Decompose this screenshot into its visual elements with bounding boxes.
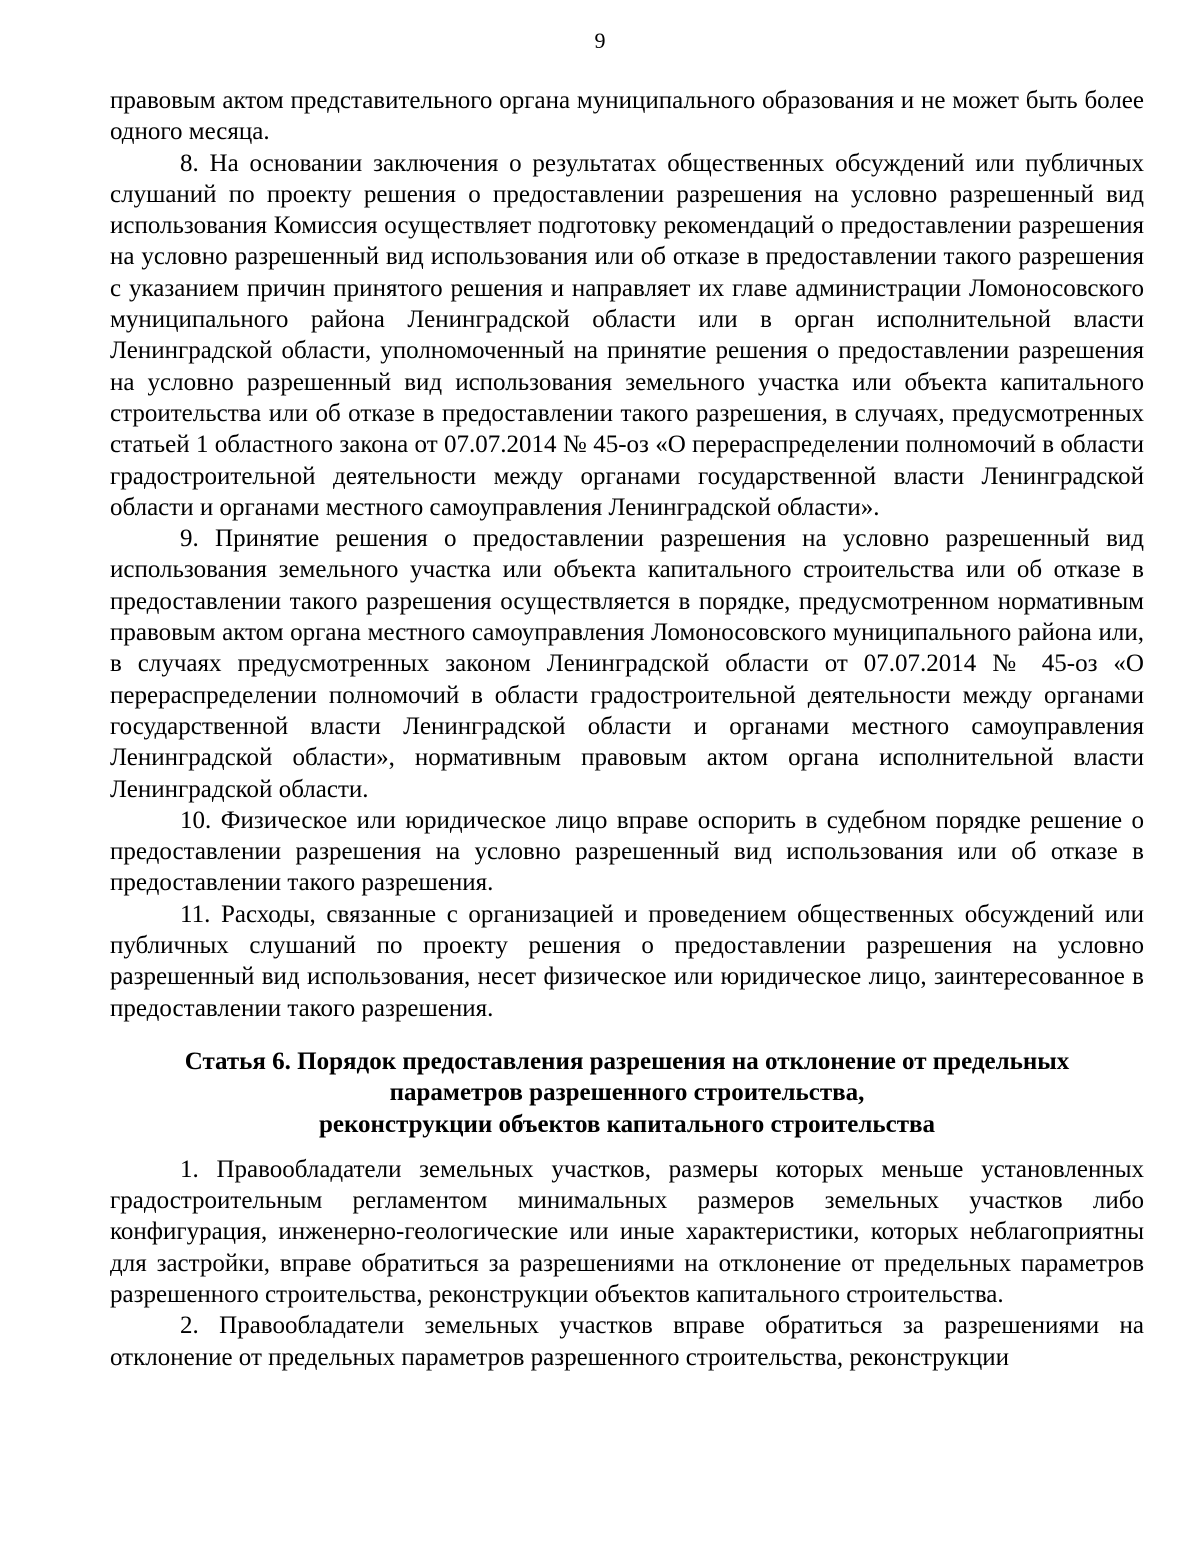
paragraph-text: Правообладатели земельных участков вправе обратиться за разрешениями на отклонение от предельных параметров разрешенного строительства, реконструкции	[110, 1312, 1145, 1371]
paragraph-text: Расходы, связанные с организацией и проведением общественных обсуждений или публичных слушаний по проекту решения о предоставлении разрешения на условно разрешенный вид использования, несет физическое или юридическое лицо, заинтересованное в предоставлении такого разрешения.	[110, 900, 1144, 1022]
paragraph-text: На основании заключения о результатах общественных обсуждений или публичных слушаний по проекту решения о предоставлении разрешения на условно разрешенный вид использования Комиссия осуществляет подготовку рекомендаций о предоставлении разрешения на условно разрешенный вид использования или об отказе в предоставлении такого разрешения с указанием причин принятого решения и направляет их главе администрации Ломоносовского муниципального района Ленинградской области или в орган исполнительной власти Ленинградской области, уполномоченный на принятие решения о предоставлении разрешения на условно разрешенный вид использования земельного участка или объекта капитального строительства или об отказе в предоставлении такого разрешения, в случаях, предусмотренных статьей 1 областного закона от 07.07.2014 № 45-оз «О перераспределении полномочий в области градостроительной деятельности между органами государственной власти Ленинградской области и органами местного самоуправления Ленинградской области».	[110, 149, 1145, 521]
article-paragraph-1	[110, 1154, 1144, 1310]
paragraph-text: Физическое или юридическое лицо вправе оспорить в судебном порядке решение о предоставлении разрешения на условно разрешенный вид использования или об отказе в предоставлении такого разрешения.	[110, 806, 1144, 897]
document-body	[110, 85, 1144, 1373]
article-heading-line: Статья 6. Порядок предоставления разрешения на отклонение от предельных	[184, 1047, 1070, 1075]
paragraph-11	[110, 899, 1144, 1024]
paragraph-10	[110, 805, 1144, 899]
article-heading-line: реконструкции объектов капитального строительства	[318, 1110, 936, 1138]
paragraph-number: 1.	[180, 1155, 199, 1183]
paragraph-number: 10.	[180, 806, 212, 834]
paragraph-text: Принятие решения о предоставлении разрешения на условно разрешенный вид использования земельного участка или объекта капитального строительства или об отказе в предоставлении такого разрешения осуществляется в порядке, предусмотренном нормативным правовым актом органа местного самоуправления Ломоносовского муниципального района или, в случаях предусмотренных законом Ленинградской области от 07.07.2014 № 45-оз «О перераспределении полномочий в области градостроительной деятельности между органами государственной власти Ленинградской области и органами местного самоуправления Ленинградской области», нормативным правовым актом органа исполнительной власти Ленинградской области.	[110, 525, 1144, 803]
page-number: 9	[594, 28, 606, 53]
paragraph-text: Правообладатели земельных участков, размеры которых меньше установленных градостроительным регламентом минимальных размеров земельных участков либо конфигурация, инженерно-геологические или иные характеристики, которых неблагоприятны для застройки, вправе обратиться за разрешениями на отклонение от предельных параметров разрешенного строительства, реконструкции объектов капитального строительства.	[110, 1155, 1145, 1308]
article-heading	[110, 1046, 1144, 1140]
article-paragraph-2	[110, 1310, 1144, 1373]
article-heading-line: параметров разрешенного строительства,	[389, 1079, 865, 1107]
paragraph-number: 9.	[180, 525, 199, 553]
paragraph-continuation	[110, 85, 1144, 148]
paragraph-9	[110, 523, 1144, 805]
paragraph-number: 2.	[180, 1312, 199, 1340]
paragraph-8	[110, 148, 1144, 524]
paragraph-number: 11.	[180, 900, 211, 928]
paragraph-number: 8.	[180, 149, 199, 177]
paragraph-text: правовым актом представительного органа муниципального образования и не может быть более одного месяца.	[110, 87, 1144, 146]
